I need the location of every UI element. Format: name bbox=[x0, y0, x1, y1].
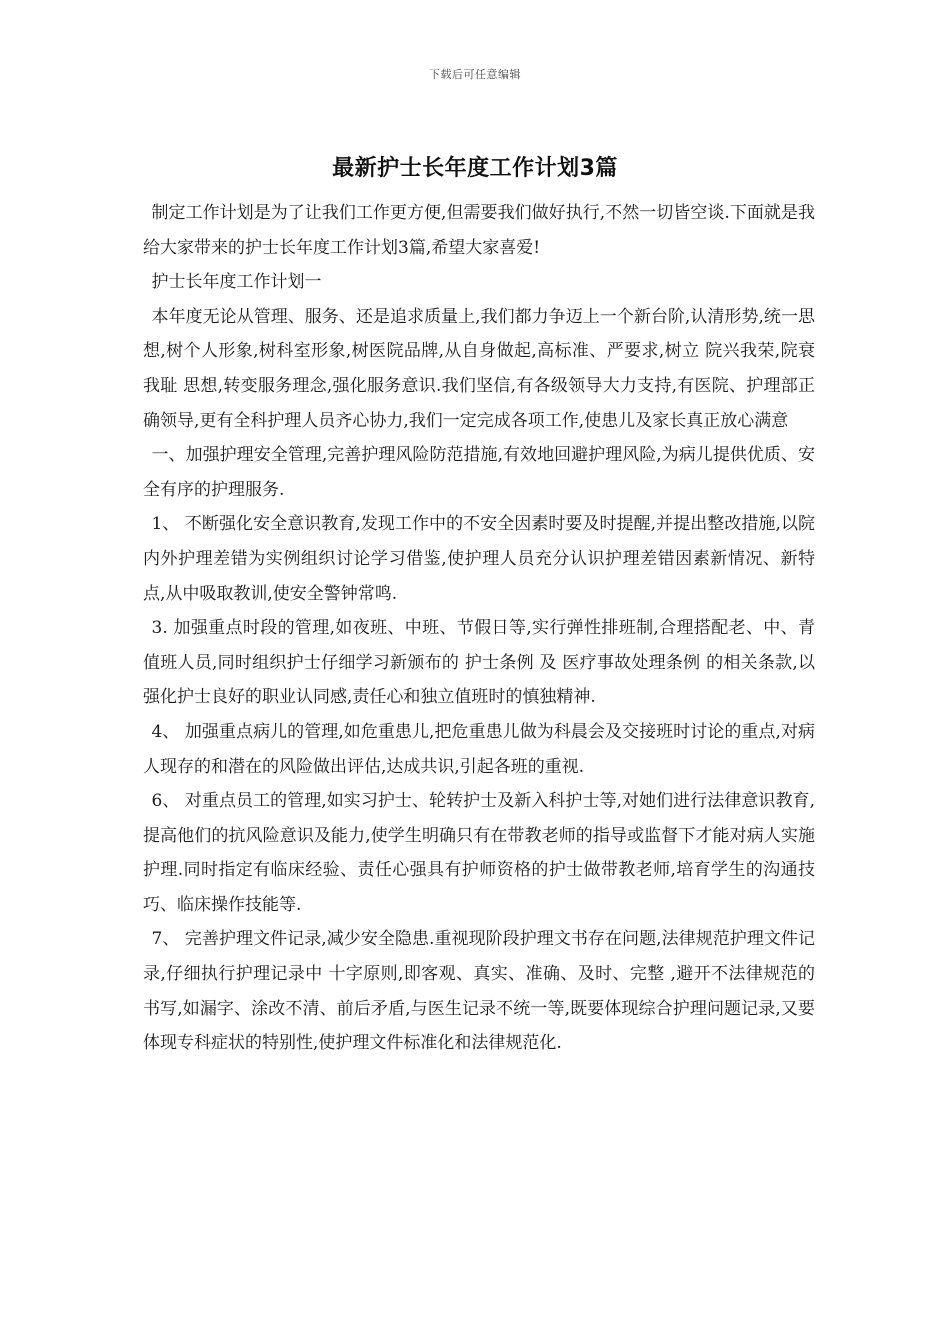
document-body bbox=[143, 196, 815, 1061]
header-note: 下载后可任意编辑 bbox=[429, 68, 521, 81]
document-title: 最新护士长年度工作计划3篇 bbox=[332, 156, 618, 181]
paragraph-item-1: 1、 不断强化安全意识教育,发现工作中的不安全因素时要及时提醒,并提出整改措施,以院内外护理差错为实例组织讨论学习借鉴,使护理人员充分认识护理差错因素新情况、新特点,从中吸取教训,使安全警钟常鸣. bbox=[143, 514, 815, 604]
paragraph-item-4: 4、 加强重点病儿的管理,如危重患儿,把危重患儿做为科晨会及交接班时讨论的重点,对病人现存的和潜在的风险做出评估,达成共识,引起各班的重视. bbox=[143, 721, 815, 777]
paragraph-item-safety: 一、加强护理安全管理,完善护理风险防范措施,有效地回避护理风险,为病儿提供优质、安全有序的护理服务. bbox=[143, 445, 815, 500]
paragraph-intro: 制定工作计划是为了让我们工作更方便,但需要我们做好执行,不然一切皆空谈.下面就是我给大家带来的护士长年度工作计划3篇,希望大家喜爱! bbox=[143, 203, 815, 258]
paragraph-overview: 本年度无论从管理、服务、还是追求质量上,我们都力争迈上一个新台阶,认清形势,统一思想,树个人形象,树科室形象,树医院品牌,从自身做起,高标准、严要求,树立 院兴我荣,院衰我耻 思想,转变服务理念,强化服务意识.我们坚信,有各级领导大力支持,有医院、护理部正确领导,更有全科护理人员齐心协力,我们一定完成各项工作,使患儿及家长真正放心满意 bbox=[143, 306, 815, 431]
paragraph-item-7: 7、 完善护理文件记录,减少安全隐患.重视现阶段护理文书存在问题,法律规范护理文件记录,仔细执行护理记录中 十字原则,即客观、真实、准确、及时、完整 ,避开不法律规范的书写,如漏字、涂改不清、前后矛盾,与医生记录不统一等,既要体现综合护理问题记录,又要体现专科症状的特别性,使护理文件标准化和法律规范化. bbox=[143, 929, 815, 1054]
paragraph-item-3: 3. 加强重点时段的管理,如夜班、中班、节假日等,实行弹性排班制,合理搭配老、中、青值班人员,同时组织护士仔细学习新颁布的 护士条例 及 医疗事故处理条例 的相关条款,以强化护士良好的职业认同感,责任心和独立值班时的慎独精神. bbox=[143, 618, 815, 708]
paragraph-item-6: 6、 对重点员工的管理,如实习护士、轮转护士及新入科护士等,对她们进行法律意识教育,提高他们的抗风险意识及能力,使学生明确只有在带教老师的指导或监督下才能对病人实施护理.同时指定有临床经验、责任心强具有护师资格的护士做带教老师,培育学生的沟通技巧、临床操作技能等. bbox=[143, 791, 815, 915]
section-heading: 护士长年度工作计划一 bbox=[151, 272, 322, 293]
